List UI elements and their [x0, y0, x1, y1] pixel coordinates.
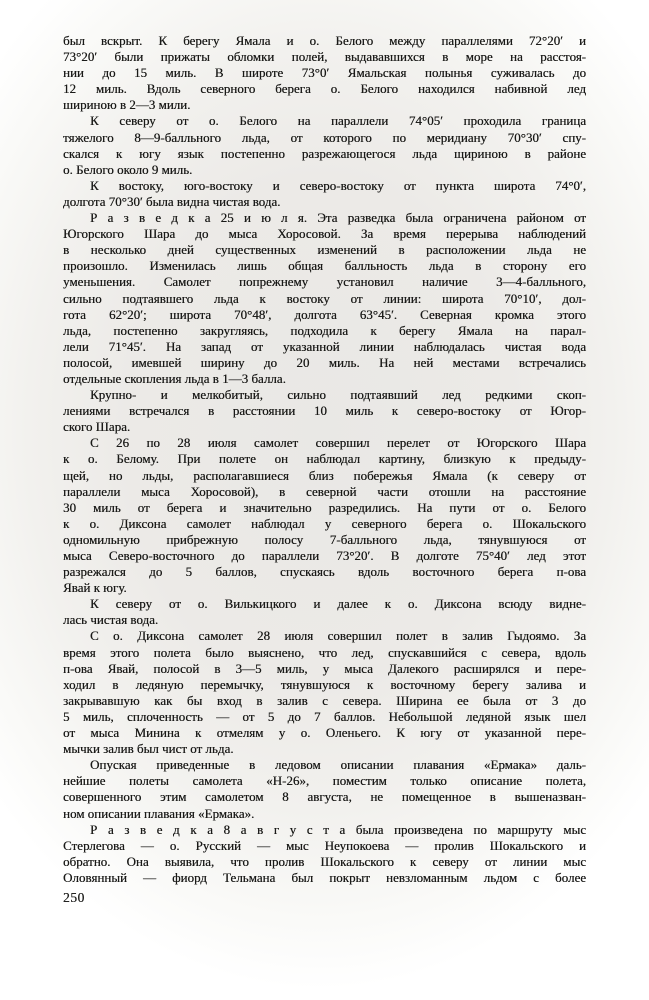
text-line: К востоку, юго-востоку и северо-востоку от пункта широта 74°0′, — [90, 177, 586, 193]
text-line: нейшие полеты самолета «Н-26», поместим только описание полета, — [63, 773, 586, 789]
text-line: С о. Диксона самолет 28 июля совершил полет в залив Гыдоямо. За — [90, 628, 586, 644]
paragraph — [63, 822, 586, 886]
text-line: шириною в 2—3 мили. — [63, 97, 191, 113]
text-line: скался к югу язык постепенно разрежающегося льда щириною в районе — [63, 145, 586, 161]
text-line: щей, но льды, располагавшиеся близ побережья Ямала (к северу от — [63, 467, 586, 483]
text-line: разрежался до 5 баллов, спускаясь вдоль восточного берега п-ова — [63, 564, 586, 580]
text-line: уменьшения. Самолет попрежнему установил наличие 3—4-балльного, — [63, 274, 586, 290]
text-line: 12 миль. Вдоль северного берега о. Белого находился набивной лед — [63, 81, 586, 97]
paragraph — [63, 596, 586, 628]
text-line: лась чистая вода. — [63, 612, 159, 628]
text-line: отдельные скопления льда в 1—3 балла. — [63, 370, 286, 386]
text-line: Опуская приведенные в ледовом описании плавания «Ермака» даль- — [90, 757, 586, 773]
text-line: от мыса Минина к отмелям у о. Оленьего. К югу от указанной пере- — [63, 725, 586, 741]
paragraph — [63, 387, 586, 435]
text-line: мычки залив был чист от льда. — [63, 741, 234, 757]
text-line: тяжелого 8—9-балльного льда, от которого по меридиану 70°30′ спу- — [63, 129, 586, 145]
text-line: долгота 70°30′ была видна чистая вода. — [63, 193, 281, 209]
text-line: льда, постепенно закругляясь, подходила к берегу Ямала на парал- — [63, 322, 586, 338]
text-line: к о. Белому. При полете он наблюдал картину, близкую к предыду- — [63, 451, 586, 467]
text-line: ходил в ледяную перемычку, тянувшуюся к восточному берегу залива и — [63, 676, 586, 692]
text-block — [63, 33, 586, 886]
text-line: 30 миль от берега и значительно разредились. На пути от о. Белого — [63, 499, 586, 515]
text-line: Югорского Шара до мыса Хоросовой. За время перерыва наблюдений — [63, 226, 586, 242]
text-line: одномильную прибрежную полосу 7-балльного льда, тянувшуюся от — [63, 531, 586, 547]
text-line: закрывавшую как бы вход в залив с севера. Ширина ее была от 3 до — [63, 692, 586, 708]
text-line: нии до 15 миль. В широте 73°0′ Ямальская полынья суживалась до — [63, 65, 586, 81]
text-line: был вскрыт. К берегу Ямала и о. Белого между параллелями 72°20′ и — [63, 33, 586, 48]
text-line: параллели мыса Хоросовой), в северной части отошли на расстояние — [63, 483, 586, 499]
text-line: мыса Северо-восточного до параллели 73°20′. В долготе 75°40′ лед этот — [63, 548, 586, 563]
page-number: 250 — [63, 890, 85, 905]
text-line: п-ова Явай, полосой в 3—5 миль, у мыса Далекого расширялся и пере- — [63, 660, 586, 676]
paragraph — [63, 33, 586, 113]
paragraph — [63, 435, 586, 596]
text-line: Крупно- и мелкобитый, сильно подтаявший лед редкими скоп- — [90, 387, 586, 403]
text-line: ского Шара. — [63, 419, 131, 435]
paragraph — [63, 628, 586, 757]
text-line: время этого полета было выяснено, что лед, спускавшийся с севера, вдоль — [63, 644, 586, 660]
paragraph — [63, 210, 586, 387]
text-line: совершенного этим самолетом 8 августа, не помещенное в вышеназван- — [63, 789, 586, 805]
text-line: ном описании плавания «Ермака». — [63, 805, 255, 821]
text-line: полосой, имевшей ширину до 20 миль. На ней местами встречались — [63, 354, 586, 370]
paragraph — [63, 113, 586, 177]
text-line: лели 71°45′. На запад от указанной линии наблюдалась чистая вода — [63, 338, 586, 354]
text-line: произошло. Изменилась лишь общая балльность льда в сторону его — [63, 258, 586, 274]
paragraph — [63, 178, 586, 210]
text-line: в несколько дней существенных изменений в расположении льда не — [63, 242, 586, 258]
paragraph — [63, 757, 586, 821]
text-line: Р а з в е д к а 25 и ю л я. Эта разведка была ограничена районом от — [90, 210, 586, 226]
text-line: о. Белого около 9 миль. — [63, 161, 193, 177]
text-line: обратно. Она выявила, что пролив Шокальского к северу от линии мыс — [63, 853, 586, 869]
text-line: лениями встречался в расстоянии 10 миль к северо-востоку от Югор- — [63, 403, 586, 419]
text-line: К северу от о. Белого на параллели 74°05′ проходила граница — [90, 113, 586, 129]
text-line: Явай к югу. — [63, 580, 127, 596]
text-line: Стерлегова — о. Русский — мыс Неупокоева — пролив Шокальского и — [63, 837, 586, 853]
text-line: Оловянный — фиорд Тельмана был покрыт невзломанным льдом с более — [63, 869, 586, 885]
text-line: сильно подтаявшего льда к востоку от линии: широта 70°10′, дол- — [63, 290, 586, 306]
text-line: Р а з в е д к а 8 а в г у с т а была произведена по маршруту мыс — [90, 821, 586, 837]
text-line: 73°20′ были прижаты обломки полей, выдававшихся в море на расстоя- — [63, 49, 586, 65]
text-line: С 26 по 28 июля самолет совершил перелет от Югорского Шара — [90, 435, 586, 451]
text-line: К северу от о. Вилькицкого и далее к о. Диксона всюду видне- — [90, 596, 586, 612]
text-line: гота 62°20′; широта 70°48′, долгота 63°45′. Северная кромка этого — [63, 306, 586, 322]
text-line: 5 миль, сплоченность — от 5 до 7 баллов. Небольшой ледяной язык шел — [63, 708, 586, 724]
text-line: к о. Диксона самолет наблюдал у северного берега о. Шокальского — [63, 515, 586, 531]
